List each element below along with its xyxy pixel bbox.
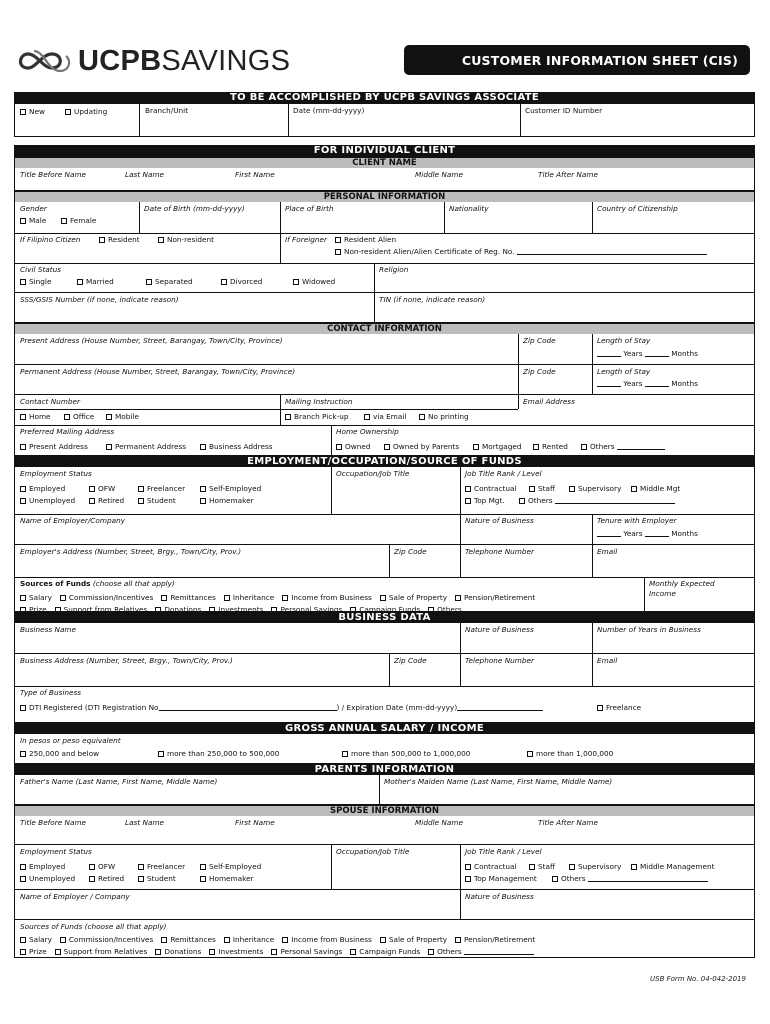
title-after-name-field[interactable]: Title After Name	[538, 170, 598, 179]
mortgaged-checkbox[interactable]: Mortgaged	[473, 443, 521, 450]
title-before-name-field[interactable]: Title Before Name	[20, 170, 87, 179]
spouse-sale-property-checkbox[interactable]: Sale of Property	[380, 936, 447, 943]
spouse-rank-others-checkbox[interactable]: Others	[552, 875, 708, 882]
supervisory-checkbox[interactable]: Supervisory	[569, 485, 621, 492]
monthly-expected-label: Monthly Expected	[649, 579, 715, 588]
resident-checkbox[interactable]: Resident	[99, 236, 140, 243]
sss-gsis-field[interactable]: SSS/GSIS Number (if none, indicate reason)	[20, 295, 179, 304]
female-checkbox[interactable]: Female	[61, 217, 96, 224]
business-nature-field[interactable]: Nature of Business	[465, 625, 534, 634]
first-name-field[interactable]: First Name	[235, 170, 275, 179]
homemaker-checkbox[interactable]: Homemaker	[200, 497, 254, 504]
personal-info-header: PERSONAL INFORMATION	[14, 191, 755, 202]
client-name-header: CLIENT NAME	[14, 157, 755, 168]
spouse-homemaker-checkbox[interactable]: Homemaker	[200, 875, 254, 882]
salary-checkbox[interactable]: Salary	[20, 594, 52, 601]
no-printing-checkbox[interactable]: No printing	[419, 413, 469, 420]
sources-row-1	[20, 594, 543, 601]
infinity-logo-icon	[14, 46, 76, 76]
middle-name-field[interactable]: Middle Name	[415, 170, 463, 179]
contact-info-section	[14, 334, 755, 456]
branch-unit-label: Branch/Unit	[145, 106, 189, 115]
form-number: USB Form No. 04-042-2019	[650, 975, 746, 983]
last-name-field[interactable]: Last Name	[125, 170, 165, 179]
single-checkbox[interactable]: Single	[20, 278, 51, 285]
owned-checkbox[interactable]: Owned	[336, 443, 370, 450]
civil-status-label: Civil Status	[20, 265, 62, 274]
spouse-middle-management-checkbox[interactable]: Middle Management	[631, 863, 715, 870]
monthly-income-label: Income	[649, 589, 676, 598]
widowed-checkbox[interactable]: Widowed	[293, 278, 335, 285]
spouse-salary-checkbox[interactable]: Salary	[20, 936, 52, 943]
permanent-length-stay-label: Length of Stay	[597, 367, 651, 376]
business-zip-field[interactable]: Zip Code	[394, 656, 427, 665]
contact-info-header: CONTACT INFORMATION	[14, 323, 755, 334]
self-employed-checkbox[interactable]: Self-Employed	[200, 485, 261, 492]
home-ownership-label: Home Ownership	[336, 427, 399, 436]
employer-telephone-field[interactable]: Telephone Number	[465, 547, 535, 556]
spouse-student-checkbox[interactable]: Student	[138, 875, 176, 882]
spouse-funds-others-checkbox[interactable]: Others	[428, 948, 534, 955]
office-checkbox[interactable]: Office	[64, 413, 94, 420]
spouse-prize-checkbox[interactable]: Prize	[20, 948, 47, 955]
funds-others-checkbox[interactable]: Others	[428, 606, 504, 613]
new-checkbox[interactable]: New	[20, 108, 45, 115]
employer-nature-field[interactable]: Nature of Business	[465, 516, 534, 525]
inheritance-checkbox[interactable]: Inheritance	[224, 594, 274, 601]
spouse-sources-label: Sources of Funds (choose all that apply)	[20, 922, 167, 931]
investments-checkbox[interactable]: Investments	[209, 606, 263, 613]
parents-info-bar: PARENTS INFORMATION	[14, 764, 755, 775]
present-address-field[interactable]: Present Address (House Number, Street, Barangay, Town/City, Province)	[20, 336, 283, 345]
mailing-instruction-label: Mailing Instruction	[285, 397, 353, 406]
tin-field[interactable]: TIN (if none, indicate reason)	[379, 295, 486, 304]
permanent-zip-field[interactable]: Zip Code	[523, 367, 556, 376]
spouse-ofw-checkbox[interactable]: OFW	[89, 863, 115, 870]
spouse-income-business-checkbox[interactable]: Income from Business	[282, 936, 372, 943]
home-checkbox[interactable]: Home	[20, 413, 51, 420]
present-length-stay-label: Length of Stay	[597, 336, 651, 345]
associate-section	[14, 104, 755, 137]
ownership-others-checkbox[interactable]: Others	[581, 443, 665, 450]
rank-others-checkbox[interactable]: Others	[519, 497, 675, 504]
pref-permanent-checkbox[interactable]: Permanent Address	[106, 443, 186, 450]
employment-bar: EMPLOYMENT/OCCUPATION/SOURCE OF FUNDS	[14, 456, 755, 467]
present-years-field[interactable]: Years Months	[597, 350, 698, 357]
resident-alien-checkbox[interactable]: Resident Alien	[335, 236, 396, 243]
married-checkbox[interactable]: Married	[77, 278, 114, 285]
tenure-label: Tenure with Employer	[597, 516, 677, 525]
employment-status-label: Employment Status	[20, 469, 92, 478]
updating-checkbox[interactable]: Updating	[65, 108, 107, 115]
spouse-contractual-checkbox[interactable]: Contractual	[465, 863, 517, 870]
customer-id-label: Customer ID Number	[525, 106, 603, 115]
spouse-freelancer-checkbox[interactable]: Freelancer	[138, 863, 185, 870]
spouse-inheritance-checkbox[interactable]: Inheritance	[224, 936, 274, 943]
dti-registered-checkbox[interactable]: DTI Registered (DTI Registration No ) / Expiration Date (mm-dd-yyyy)	[20, 704, 543, 711]
parents-section	[14, 775, 755, 805]
spouse-pension-checkbox[interactable]: Pension/Retirement	[455, 936, 535, 943]
logo-wordmark: UCPBSAVINGS	[78, 44, 291, 77]
freelance-checkbox[interactable]: Freelance	[597, 704, 641, 711]
spouse-sources-row-1	[20, 936, 543, 943]
freelancer-checkbox[interactable]: Freelancer	[138, 485, 185, 492]
support-relatives-checkbox[interactable]: Support from Relatives	[55, 606, 148, 613]
divorced-checkbox[interactable]: Divorced	[221, 278, 262, 285]
pref-present-checkbox[interactable]: Present Address	[20, 443, 88, 450]
citizenship-field[interactable]: Country of Citizenship	[597, 204, 678, 213]
non-resident-checkbox[interactable]: Non-resident	[158, 236, 214, 243]
spouse-employment-status-label: Employment Status	[20, 847, 92, 856]
spouse-job-rank-label: Job Title Rank / Level	[465, 847, 542, 856]
campaign-funds-checkbox[interactable]: Campaign Funds	[350, 606, 420, 613]
spouse-section	[14, 816, 755, 958]
student-checkbox[interactable]: Student	[138, 497, 176, 504]
middle-mgt-checkbox[interactable]: Middle Mgt	[631, 485, 680, 492]
spouse-campaign-funds-checkbox[interactable]: Campaign Funds	[350, 948, 420, 955]
spouse-supervisory-checkbox[interactable]: Supervisory	[569, 863, 621, 870]
employment-section	[14, 467, 755, 612]
permanent-years-field[interactable]: Years Months	[597, 380, 698, 387]
spouse-title-after-field[interactable]: Title After Name	[538, 818, 598, 827]
owned-parents-checkbox[interactable]: Owned by Parents	[384, 443, 459, 450]
gross-salary-bar: GROSS ANNUAL SALARY / INCOME	[14, 723, 755, 734]
non-resident-alien-checkbox[interactable]: Non-resident Alien/Alien Certificate of Reg. No.	[335, 248, 707, 255]
rented-checkbox[interactable]: Rented	[533, 443, 568, 450]
prize-checkbox[interactable]: Prize	[20, 606, 47, 613]
employer-zip-field[interactable]: Zip Code	[394, 547, 427, 556]
spouse-title-before-field[interactable]: Title Before Name	[20, 818, 87, 827]
sources-of-funds-label: Sources of Funds (choose all that apply)	[20, 579, 175, 588]
employer-email-field[interactable]: Email	[597, 547, 618, 556]
if-filipino-label: If Filipino Citizen	[20, 235, 81, 244]
via-email-checkbox[interactable]: via Email	[364, 413, 406, 420]
mother-name-field[interactable]: Mother's Maiden Name (Last Name, First Name, Middle Name)	[384, 777, 613, 786]
ofw-checkbox[interactable]: OFW	[89, 485, 115, 492]
spouse-remittances-checkbox[interactable]: Remittances	[161, 936, 216, 943]
spouse-occupation-field[interactable]: Occupation/Job Title	[336, 847, 410, 856]
spouse-investments-checkbox[interactable]: Investments	[209, 948, 263, 955]
salary-bracket-4-checkbox[interactable]: more than 1,000,000	[527, 750, 613, 757]
tenure-years-field[interactable]: Years Months	[597, 530, 698, 537]
spouse-personal-savings-checkbox[interactable]: Personal Savings	[271, 948, 342, 955]
sources-row-2	[20, 606, 512, 613]
retired-checkbox[interactable]: Retired	[89, 497, 124, 504]
unemployed-checkbox[interactable]: Unemployed	[20, 497, 75, 504]
income-business-checkbox[interactable]: Income from Business	[282, 594, 372, 601]
spouse-unemployed-checkbox[interactable]: Unemployed	[20, 875, 75, 882]
type-of-business-label: Type of Business	[20, 688, 82, 697]
separated-checkbox[interactable]: Separated	[146, 278, 193, 285]
salary-bracket-3-checkbox[interactable]: more than 500,000 to 1,000,000	[342, 750, 470, 757]
business-name-field[interactable]: Business Name	[20, 625, 77, 634]
father-name-field[interactable]: Father's Name (Last Name, First Name, Middle Name)	[20, 777, 218, 786]
email-address-field[interactable]: Email Address	[523, 397, 575, 406]
present-zip-field[interactable]: Zip Code	[523, 336, 556, 345]
spouse-nature-field[interactable]: Nature of Business	[465, 892, 534, 901]
business-address-field[interactable]: Business Address (Number, Street, Brgy., Town/City, Prov.)	[20, 656, 233, 665]
ucpb-savings-logo	[14, 46, 290, 76]
form-title: CUSTOMER INFORMATION SHEET (CIS)	[404, 45, 750, 75]
employed-checkbox[interactable]: Employed	[20, 485, 65, 492]
contact-number-label: Contact Number	[20, 397, 81, 406]
place-of-birth-field[interactable]: Place of Birth	[285, 204, 334, 213]
staff-checkbox[interactable]: Staff	[529, 485, 555, 492]
cis-form	[14, 92, 755, 958]
associate-section-bar: TO BE ACCOMPLISHED BY UCPB SAVINGS ASSOCIATE	[14, 92, 755, 104]
spouse-self-employed-checkbox[interactable]: Self-Employed	[200, 863, 261, 870]
spouse-retired-checkbox[interactable]: Retired	[89, 875, 124, 882]
gross-salary-section	[14, 734, 755, 764]
male-checkbox[interactable]: Male	[20, 217, 46, 224]
spouse-top-management-checkbox[interactable]: Top Management	[465, 875, 537, 882]
business-telephone-field[interactable]: Telephone Number	[465, 656, 535, 665]
spouse-employer-field[interactable]: Name of Employer / Company	[20, 892, 130, 901]
sale-property-checkbox[interactable]: Sale of Property	[380, 594, 447, 601]
client-name-section	[14, 168, 755, 191]
spouse-middle-name-field[interactable]: Middle Name	[415, 818, 463, 827]
if-foreigner-label: If Foreigner	[285, 235, 327, 244]
remittances-checkbox[interactable]: Remittances	[161, 594, 216, 601]
job-rank-label: Job Title Rank / Level	[465, 469, 542, 478]
salary-bracket-2-checkbox[interactable]: more than 250,000 to 500,000	[158, 750, 279, 757]
donations-checkbox[interactable]: Donations	[155, 606, 201, 613]
commission-checkbox[interactable]: Commission/Incentives	[60, 594, 153, 601]
pension-checkbox[interactable]: Pension/Retirement	[455, 594, 535, 601]
salary-bracket-1-checkbox[interactable]: 250,000 and below	[20, 750, 99, 757]
contractual-checkbox[interactable]: Contractual	[465, 485, 517, 492]
spouse-employed-checkbox[interactable]: Employed	[20, 863, 65, 870]
permanent-address-field[interactable]: Permanent Address (House Number, Street, Barangay, Town/City, Province)	[20, 367, 296, 376]
preferred-mailing-label: Preferred Mailing Address	[20, 427, 115, 436]
spouse-info-header: SPOUSE INFORMATION	[14, 805, 755, 816]
years-in-business-field[interactable]: Number of Years in Business	[597, 625, 701, 634]
personal-savings-checkbox[interactable]: Personal Savings	[271, 606, 342, 613]
spouse-commission-checkbox[interactable]: Commission/Incentives	[60, 936, 153, 943]
gender-label: Gender	[20, 204, 47, 213]
religion-field[interactable]: Religion	[379, 265, 409, 274]
spouse-last-name-field[interactable]: Last Name	[125, 818, 165, 827]
spouse-first-name-field[interactable]: First Name	[235, 818, 275, 827]
pref-business-checkbox[interactable]: Business Address	[200, 443, 273, 450]
associate-date-label: Date (mm-dd-yyyy)	[293, 106, 365, 115]
spouse-donations-checkbox[interactable]: Donations	[155, 948, 201, 955]
occupation-field[interactable]: Occupation/Job Title	[336, 469, 410, 478]
spouse-support-relatives-checkbox[interactable]: Support from Relatives	[55, 948, 148, 955]
nationality-field[interactable]: Nationality	[449, 204, 489, 213]
peso-equivalent-label: In pesos or peso equivalent	[20, 736, 121, 745]
date-of-birth-field[interactable]: Date of Birth (mm-dd-yyyy)	[144, 204, 245, 213]
business-section	[14, 623, 755, 723]
employer-name-field[interactable]: Name of Employer/Company	[20, 516, 126, 525]
personal-info-section	[14, 202, 755, 323]
top-mgt-checkbox[interactable]: Top Mgt.	[465, 497, 505, 504]
mobile-checkbox[interactable]: Mobile	[106, 413, 139, 420]
business-email-field[interactable]: Email	[597, 656, 618, 665]
employer-address-field[interactable]: Employer's Address (Number, Street, Brgy., Town/City, Prov.)	[20, 547, 242, 556]
spouse-staff-checkbox[interactable]: Staff	[529, 863, 555, 870]
branch-pickup-checkbox[interactable]: Branch Pick-up	[285, 413, 348, 420]
individual-client-bar: FOR INDIVIDUAL CLIENT	[14, 145, 755, 157]
spouse-sources-row-2	[20, 948, 542, 955]
business-data-bar: BUSINESS DATA	[14, 612, 755, 623]
